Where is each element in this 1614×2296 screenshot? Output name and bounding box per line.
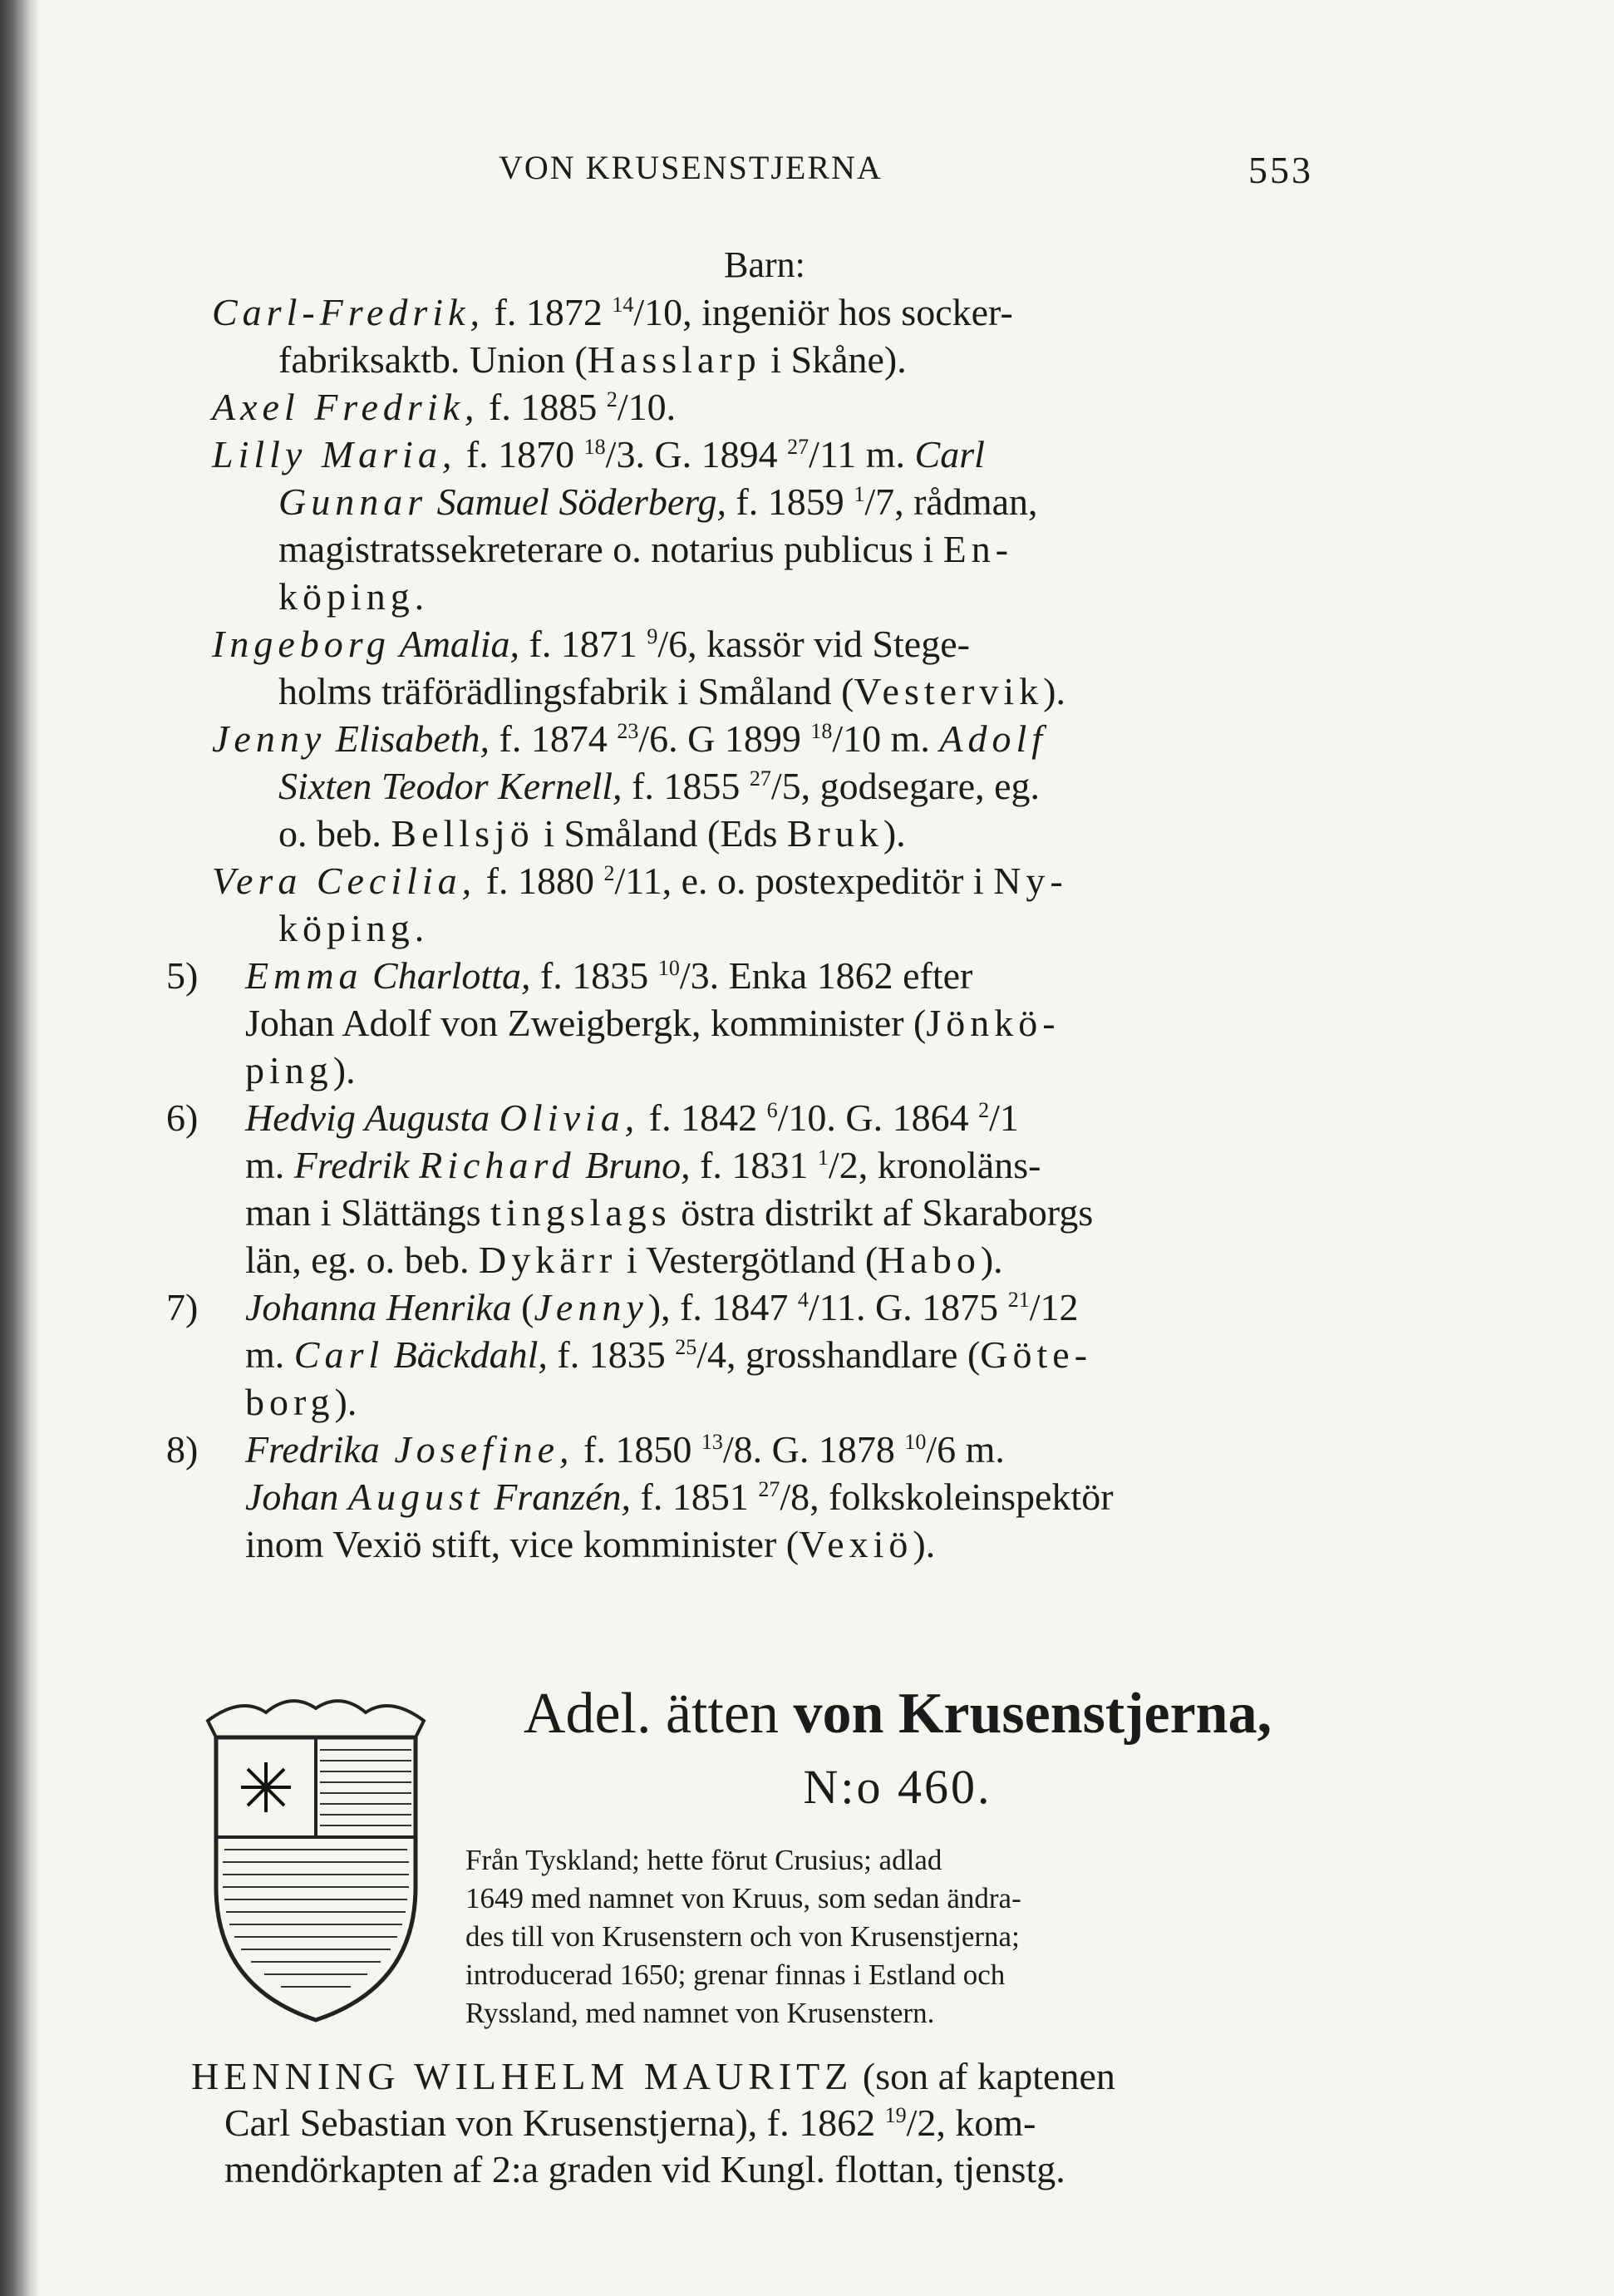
intro-line: Ryssland, med namnet von Krusenstern. [465, 1997, 935, 2029]
entry-line: Axel Fredrik, f. 1885 $^2$/10. [212, 386, 677, 428]
entry-line: borg). [245, 1381, 357, 1423]
intro-line: introducerad 1650; grenar finnas i Estland och [465, 1958, 1006, 1991]
intro-line: Från Tyskland; hette förut Crusius; adlad [465, 1844, 942, 1876]
entry-line: köping. [278, 575, 425, 618]
entry-line: magistratssekreterare o. notarius publicus i En- [278, 528, 1014, 570]
family-number: N:o 460. [803, 1760, 992, 1814]
entry-line: holms träförädlingsfabrik i Småland (Vestervik). [278, 670, 1065, 712]
person-entry [191, 2053, 1321, 2193]
children-heading: Barn: [724, 244, 805, 285]
entry-line: Lilly Maria, f. 1870 $^{18}$/3. G. 1894 $^{27}$/11 m. Carl [212, 433, 985, 475]
running-head-title: VON KRUSENSTJERNA [499, 149, 883, 186]
intro-line: des till von Krusenstern och von Krusenstjerna; [465, 1920, 1020, 1953]
person-line: Carl Sebastian von Krusenstjerna), f. 1862 $^{19}$/2, kom- [224, 2101, 1036, 2144]
entry-line: köping. [278, 907, 425, 949]
entry-line: län, eg. o. beb. Dykärr i Vestergötland (Habo). [245, 1239, 1003, 1281]
entry-line: Johan August Franzén, f. 1851 $^{27}$/8, folkskoleinspektör [245, 1476, 1114, 1518]
entry-line: 5) Emma Charlotta, f. 1835 $^{10}$/3. Enka 1862 efter [166, 954, 973, 997]
entry-line: inom Vexiö stift, vice komminister (Vexiö). [245, 1523, 936, 1565]
entry-line: ping). [245, 1049, 356, 1091]
family-arms-section [191, 1679, 1330, 2045]
person-line: mendörkapten af 2:a graden vid Kungl. flottan, tjenstg. [224, 2148, 1065, 2190]
entry-line: m. Fredrik Richard Bruno, f. 1831 $^1$/2, kronoläns- [245, 1144, 1041, 1186]
entry-line: Ingeborg Amalia, f. 1871 $^9$/6, kassör vid Stege- [212, 623, 970, 665]
running-head [499, 148, 1313, 198]
entry-line: Vera Cecilia, f. 1880 $^2$/11, e. o. postexpeditör i Ny- [212, 860, 1068, 902]
person-line: HENNING WILHELM MAURITZ (son af kaptenen [191, 2055, 1115, 2097]
coat-of-arms-icon [191, 1688, 440, 2028]
page-binding-edge [0, 0, 40, 2296]
entry-line: Jenny Elisabeth, f. 1874 $^{23}$/6. G 1899 $^{18}$/10 m. Adolf [212, 717, 1048, 760]
genealogy-entries [166, 241, 1317, 1568]
entry-line: m. Carl Bäckdahl, f. 1835 $^{25}$/4, grosshandlare (Göte- [245, 1333, 1093, 1376]
entry-line: man i Slättängs tingslags östra distrikt af Skaraborgs [245, 1191, 1094, 1234]
entry-line: o. beb. Bellsjö i Småland (Eds Bruk). [278, 812, 906, 855]
entry-line: 6) Hedvig Augusta Olivia, f. 1842 $^6$/10. G. 1864 $^2$/1 [166, 1096, 1019, 1139]
entry-line: Sixten Teodor Kernell, f. 1855 $^{27}$/5, godsegare, eg. [278, 765, 1041, 807]
entry-line: Johan Adolf von Zweigbergk, komminister (Jönkö- [245, 1002, 1060, 1044]
entry-line: fabriksaktb. Union (Hasslarp i Skåne). [278, 338, 907, 381]
family-title: Adel. ätten von Krusenstjerna, [523, 1682, 1272, 1746]
entry-line: Gunnar Samuel Söderberg, f. 1859 $^1$/7, rådman, [278, 480, 1038, 523]
entry-line: 7) Johanna Henrika (Jenny), f. 1847 $^4$/11. G. 1875 $^{21}$/12 [166, 1286, 1079, 1328]
entry-line: Carl-Fredrik, f. 1872 $^{14}$/10, ingeniör hos socker- [212, 291, 1013, 333]
intro-line: 1649 med namnet von Kruus, som sedan ändra- [465, 1882, 1021, 1914]
family-intro [465, 1841, 1330, 2032]
page-number: 553 [1248, 149, 1313, 191]
entry-line: 8) Fredrika Josefine, f. 1850 $^{13}$/8. G. 1878 $^{10}$/6 m. [166, 1428, 1005, 1471]
